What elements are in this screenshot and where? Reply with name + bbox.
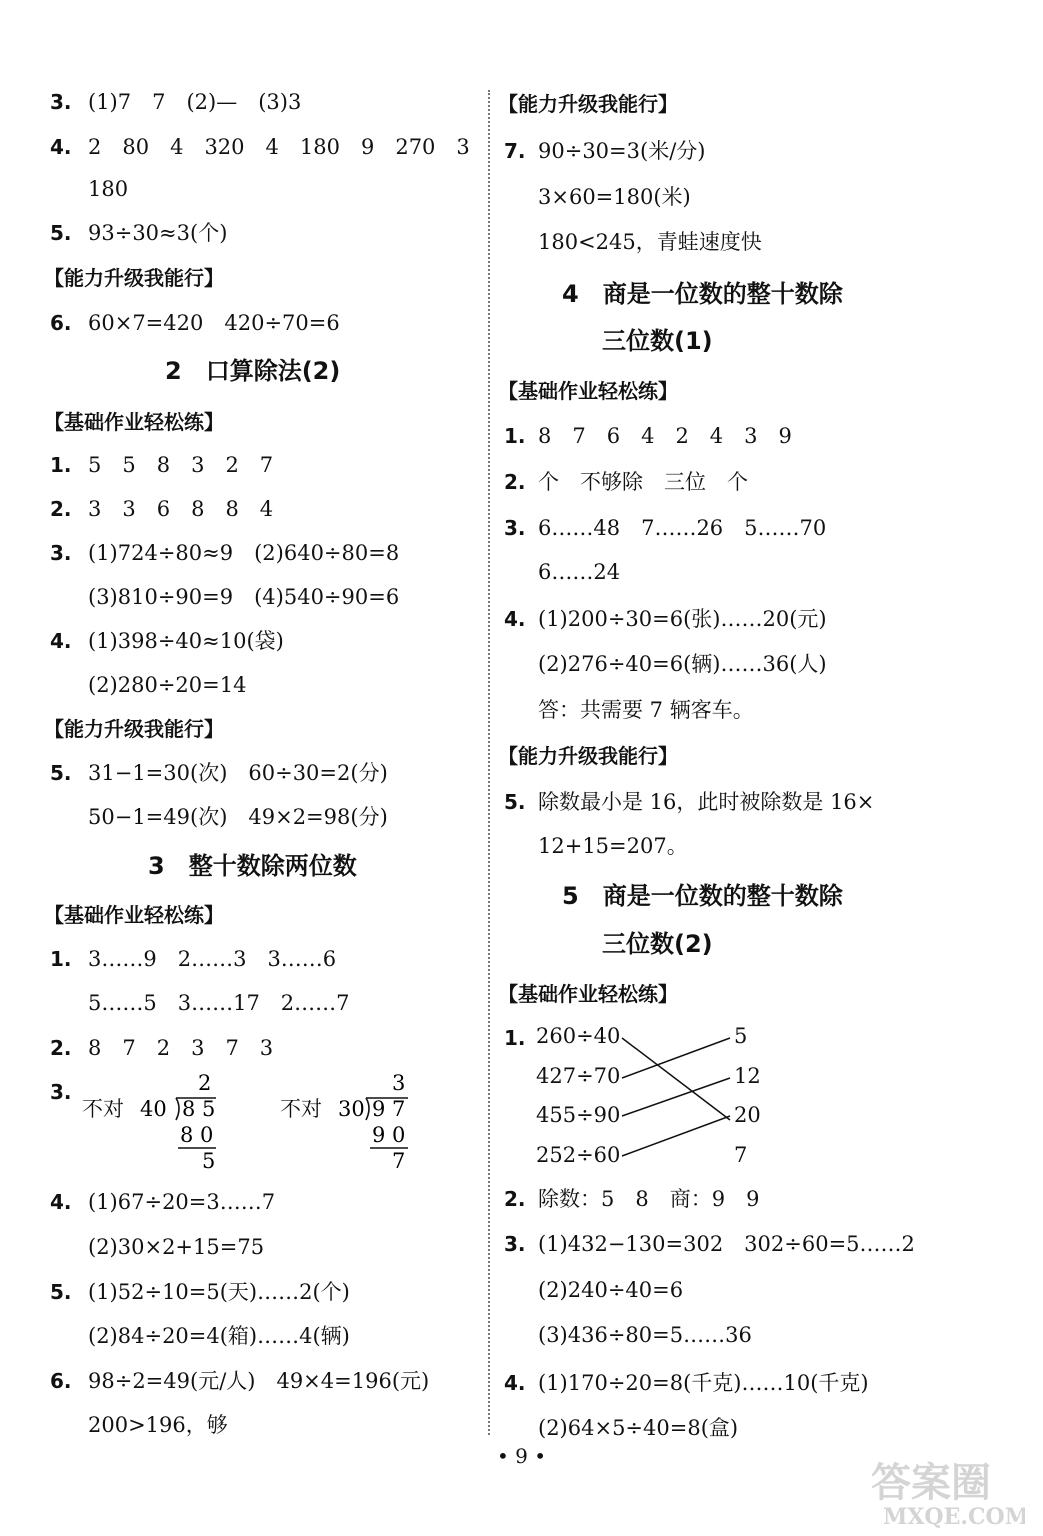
- question-number: 3.: [50, 541, 72, 565]
- question-number: 5.: [504, 790, 526, 814]
- remainder: 5: [202, 1149, 216, 1173]
- answer-line: 6……48 7……26 5……70: [538, 516, 827, 540]
- lesson-title: 4 商是一位数的整十数除: [562, 280, 843, 308]
- section-heading: 【能力升级我能行】: [498, 744, 678, 768]
- product: 9 0: [372, 1123, 406, 1147]
- answer-line: 6……24: [538, 560, 621, 584]
- answer-line: (2)64×5÷40=8(盒): [538, 1416, 739, 1440]
- answer-line: 个 不够除 三位 个: [538, 470, 748, 494]
- question-number: 6.: [50, 311, 72, 335]
- long-division-b: [338, 1068, 428, 1174]
- question-number: 2.: [504, 470, 526, 494]
- match-left-item: 427÷70: [536, 1064, 621, 1088]
- answer-line: 180<245，青蛙速度快: [538, 230, 762, 254]
- match-line: [622, 1038, 730, 1120]
- lesson-title-continued: 三位数(2): [602, 930, 713, 958]
- answer-line: 3×60=180(米): [538, 185, 691, 209]
- question-number: 2.: [504, 1187, 526, 1211]
- question-number: 4.: [504, 607, 526, 631]
- question-number: 6.: [50, 1369, 72, 1393]
- match-right-item: 7: [734, 1143, 748, 1167]
- answer-line: 答：共需要 7 辆客车。: [538, 698, 754, 722]
- answer-line: 90÷30=3(米/分): [538, 139, 706, 163]
- answer-line: 12+15=207。: [538, 834, 688, 858]
- answer-line: 除数最小是 16，此时被除数是 16×: [538, 790, 875, 814]
- lesson-title: 5 商是一位数的整十数除: [562, 882, 843, 910]
- answer-line: 不对: [82, 1097, 124, 1121]
- answer-line: 98÷2=49(元/人) 49×4=196(元): [88, 1369, 430, 1393]
- long-division-a: [140, 1068, 230, 1174]
- question-number: 4.: [50, 629, 72, 653]
- quotient: 3: [392, 1071, 406, 1095]
- answer-line: (1)67÷20=3……7: [88, 1190, 276, 1214]
- answer-line: (2)276÷40=6(辆)……36(人): [538, 652, 827, 676]
- match-line: [622, 1116, 730, 1156]
- match-left-item: 455÷90: [536, 1103, 621, 1127]
- question-number: 3.: [50, 1080, 72, 1104]
- question-number: 1.: [504, 424, 526, 448]
- divisor: 40: [140, 1097, 167, 1121]
- match-left-item: 260÷40: [536, 1024, 621, 1048]
- question-number: 5.: [50, 1280, 72, 1304]
- answer-line: 5 5 8 3 2 7: [88, 453, 274, 477]
- page-number: • 9 •: [496, 1444, 547, 1468]
- answer-line: 3……9 2……3 3……6: [88, 947, 337, 971]
- match-line: [622, 1078, 730, 1116]
- answer-line: (3)436÷80=5……36: [538, 1323, 752, 1347]
- answer-line: (1)170÷20=8(千克)……10(千克): [538, 1371, 869, 1395]
- section-heading: 【能力升级我能行】: [498, 92, 678, 116]
- question-number: 3.: [504, 1232, 526, 1256]
- answer-line: (1)200÷30=6(张)……20(元): [538, 607, 827, 631]
- lesson-title: 2 口算除法(2): [165, 357, 341, 385]
- watermark-text: 答案圈: [871, 1459, 991, 1506]
- quotient: 2: [198, 1071, 212, 1095]
- dividend: 8 5: [182, 1097, 216, 1121]
- answer-line: 50−1=49(次) 49×2=98(分): [88, 805, 388, 829]
- question-number: 4.: [50, 135, 72, 159]
- match-right-item: 12: [734, 1064, 761, 1088]
- divisor: 30: [338, 1097, 365, 1121]
- column-divider: [488, 90, 490, 1435]
- section-heading: 【基础作业轻松练】: [498, 379, 678, 403]
- watermark-logo: [865, 1452, 1025, 1530]
- answer-line: 除数：5 8 商：9 9: [538, 1187, 760, 1211]
- answer-line: 5……5 3……17 2……7: [88, 991, 350, 1015]
- question-number: 2.: [50, 497, 72, 521]
- lesson-title: 3 整十数除两位数: [148, 852, 357, 880]
- answer-line: (1)432−130=302 302÷60=5……2: [538, 1232, 915, 1256]
- section-heading: 【基础作业轻松练】: [44, 410, 224, 434]
- answer-line: (2)240÷40=6: [538, 1278, 684, 1302]
- answer-line: (2)84÷20=4(箱)……4(辆): [88, 1324, 350, 1348]
- answer-line: 180: [88, 177, 129, 201]
- answer-line: (3)810÷90=9 (4)540÷90=6: [88, 585, 400, 609]
- remainder: 7: [392, 1149, 406, 1173]
- question-number: 5.: [50, 761, 72, 785]
- answer-line: 不对: [280, 1097, 322, 1121]
- question-number: 1.: [50, 947, 72, 971]
- question-number: 4.: [504, 1371, 526, 1395]
- watermark-subtext: MXQE.COM: [883, 1504, 1025, 1530]
- section-heading: 【基础作业轻松练】: [44, 903, 224, 927]
- question-number: 4.: [50, 1190, 72, 1214]
- question-number: 7.: [504, 139, 526, 163]
- question-number: 1.: [50, 453, 72, 477]
- question-number: 1.: [504, 1026, 526, 1050]
- question-number: 5.: [50, 221, 72, 245]
- dividend: 9 7: [372, 1097, 406, 1121]
- match-right-item: 5: [734, 1024, 748, 1048]
- match-left-item: 252÷60: [536, 1143, 621, 1167]
- section-heading: 【能力升级我能行】: [44, 266, 224, 290]
- answer-line: (1)52÷10=5(天)……2(个): [88, 1280, 350, 1304]
- answer-line: 3 3 6 8 8 4: [88, 497, 274, 521]
- answer-line: 31−1=30(次) 60÷30=2(分): [88, 761, 388, 785]
- lesson-title-continued: 三位数(1): [602, 327, 713, 355]
- match-right-item: 20: [734, 1103, 761, 1127]
- answer-line: (2)280÷20=14: [88, 673, 247, 697]
- question-number: 3.: [50, 90, 72, 114]
- answer-line: (1)7 7 (2)— (3)3: [88, 90, 302, 114]
- answer-line: (1)724÷80≈9 (2)640÷80=8: [88, 541, 400, 565]
- question-number: 3.: [504, 516, 526, 540]
- answer-line: 60×7=420 420÷70=6: [88, 311, 340, 335]
- answer-line: 8 7 6 4 2 4 3 9: [538, 424, 792, 448]
- answer-line: 93÷30≈3(个): [88, 221, 228, 245]
- match-line: [622, 1038, 730, 1078]
- answer-line: 200>196，够: [88, 1413, 228, 1437]
- answer-line: 2 80 4 320 4 180 9 270 3: [88, 135, 470, 159]
- section-heading: 【能力升级我能行】: [44, 717, 224, 741]
- answer-line: (2)30×2+15=75: [88, 1235, 265, 1259]
- section-heading: 【基础作业轻松练】: [498, 982, 678, 1006]
- matching-lines: [618, 1028, 734, 1158]
- question-number: 2.: [50, 1036, 72, 1060]
- product: 8 0: [180, 1123, 214, 1147]
- answer-line: 8 7 2 3 7 3: [88, 1036, 274, 1060]
- answer-line: (1)398÷40≈10(袋): [88, 629, 284, 653]
